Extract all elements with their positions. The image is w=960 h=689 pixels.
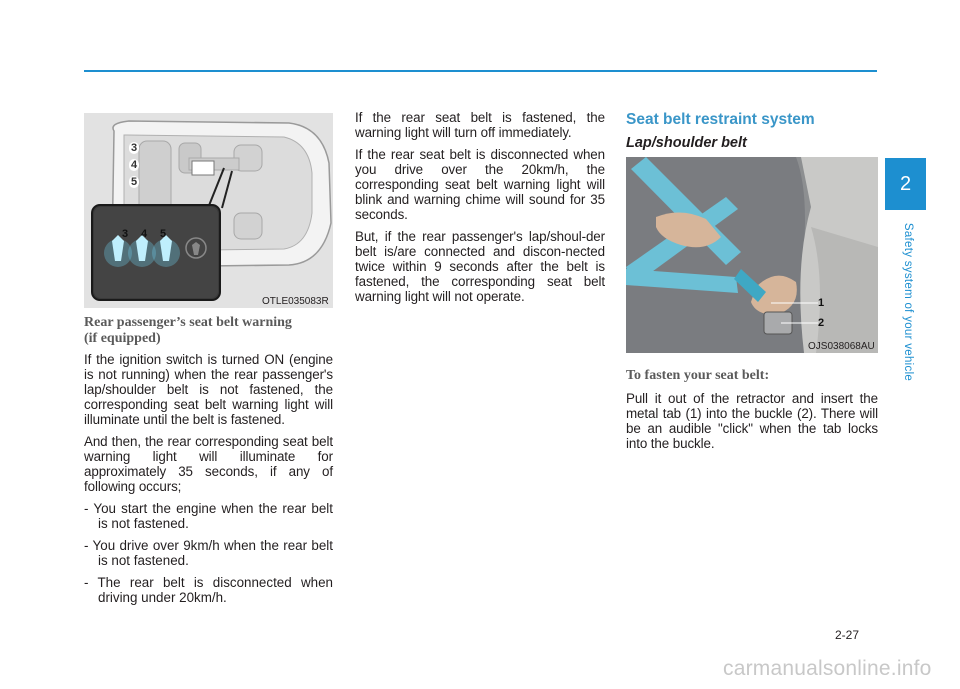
- left-paragraph-1: If the ignition switch is turned ON (engine is not running) when the rear passenger's lap/shoulder belt is not fastened, the corresponding seat belt warning light will illuminate until the belt is fastened.: [84, 352, 333, 427]
- callout-2: 2: [818, 317, 825, 329]
- figure-code-right: OJS038068AU: [808, 341, 875, 352]
- chapter-number-tab: 2: [885, 158, 926, 210]
- car-warning-figure: [84, 113, 333, 308]
- section-title: Seat belt restraint system: [626, 111, 815, 128]
- left-paragraph-2: And then, the rear corresponding seat belt warning light will illuminate for approximately 35 seconds, if any of following occurs;: [84, 434, 333, 494]
- callout-1: 1: [818, 297, 825, 309]
- figure-number-5: 5: [131, 176, 138, 188]
- rear-warning-heading-line2: (if equipped): [84, 331, 161, 346]
- bullet-item-2: - You drive over 9km/h when the rear belt is not fastened.: [84, 538, 333, 568]
- bullet-item-3: - The rear belt is disconnected when driving under 20km/h.: [84, 575, 333, 605]
- middle-paragraph-3: But, if the rear passenger's lap/shoul-der belt is/are connected and discon-nected twice within 9 seconds after the belt is fastened, the corresponding seat belt warning light will not operate.: [355, 229, 605, 304]
- fasten-belt-heading: To fasten your seat belt:: [626, 368, 770, 383]
- car-topview-illustration: [84, 113, 333, 308]
- figure-code-left: OTLE035083R: [262, 296, 329, 307]
- middle-paragraph-2: If the rear seat belt is disconnected when you drive over the 20km/h, the corresponding seat belt warning light will blink and warning chime will sound for 35 seconds.: [355, 147, 605, 222]
- rear-warning-heading-line1: Rear passenger’s seat belt warning: [84, 315, 292, 330]
- watermark: carmanualsonline.info: [723, 657, 932, 680]
- bullet-item-1: - You start the engine when the rear belt is not fastened.: [84, 501, 333, 531]
- panel-number-4: 4: [141, 228, 148, 240]
- middle-column: [355, 110, 605, 311]
- figure-number-4: 4: [131, 159, 138, 171]
- seatbelt-figure: [626, 157, 878, 353]
- panel-number-3: 3: [122, 228, 129, 240]
- header-rule: [84, 70, 877, 72]
- seatbelt-illustration: [626, 157, 878, 353]
- middle-paragraph-1: If the rear seat belt is fastened, the warning light will turn off immediately.: [355, 110, 605, 140]
- figure-number-3: 3: [131, 142, 138, 154]
- page-number: 2-27: [835, 628, 860, 642]
- left-column: [84, 315, 333, 612]
- right-column: [626, 368, 878, 458]
- chapter-label-text: Safety system of your vehicle: [902, 222, 914, 382]
- panel-number-5: 5: [160, 228, 167, 240]
- right-paragraph: Pull it out of the retractor and insert the metal tab (1) into the buckle (2). There will be an audible "click" when the tab locks into the buckle.: [626, 391, 878, 451]
- subsection-title: Lap/shoulder belt: [626, 135, 747, 151]
- chapter-label: [897, 212, 919, 402]
